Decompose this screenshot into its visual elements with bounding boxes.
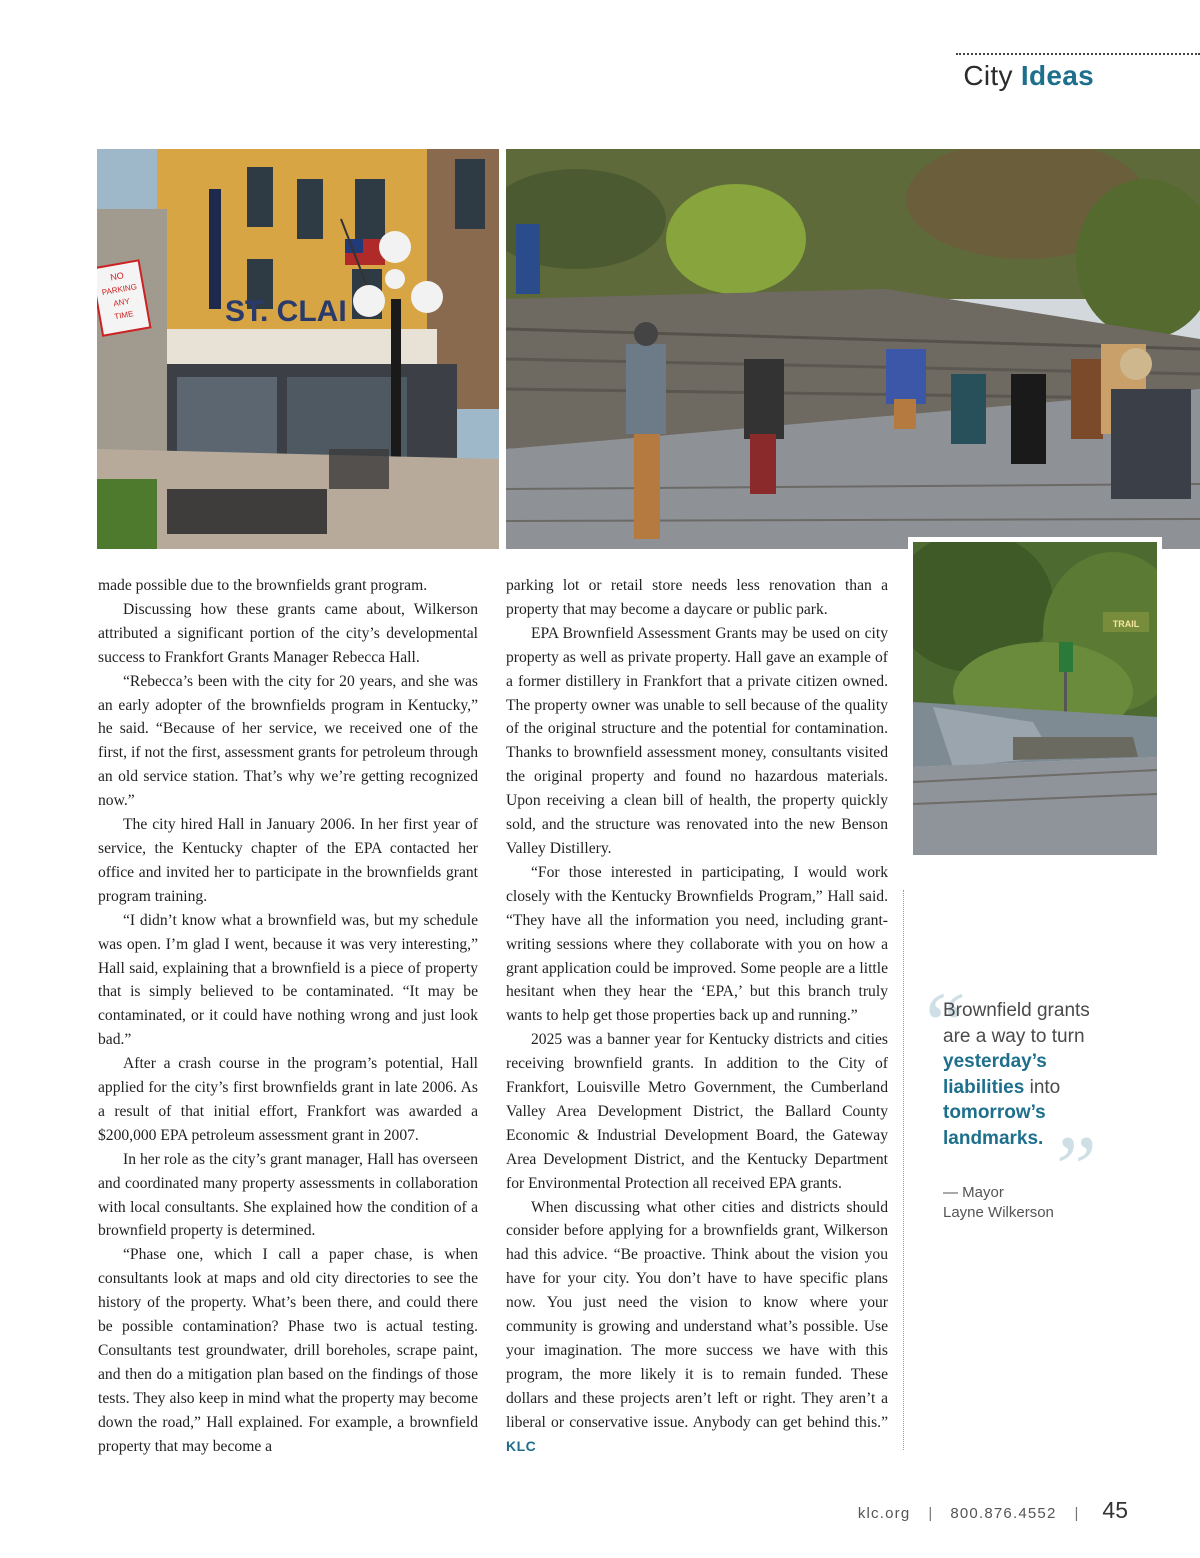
- column-divider: [903, 890, 904, 1450]
- parking-sign-line4: TIME: [113, 309, 135, 322]
- paragraph: 2025 was a banner year for Kentucky districts and cities receiving brownfield grants. In addition to the City of Frankfort, Louisville Metro Government, the Cumberland Valley Area Development District, the Ballard County Economic & Industrial Development Board, the Gateway Area Development District, and the Kentucky Department for Environmental Protection all received EPA grants.: [506, 1031, 888, 1192]
- parking-sign-line2: PARKING: [101, 282, 138, 298]
- section-accent: Ideas: [1020, 60, 1094, 91]
- article-column-left: [98, 574, 478, 1459]
- paragraph: “Phase one, which I call a paper chase, is when consultants look at maps and old city directories to see the history of the property. What’s been there, and could there be possible contamination? Phase two is actual testing. Consultants test groundwater, drill boreholes, scrape paint, and then do a mitigation plan based on the findings of those tests. They also keep in mind what the property may become down the road,” Hall explained. For example, a brownfield property that may become a: [98, 1246, 478, 1455]
- attribution-name: Layne Wilkerson: [943, 1204, 1054, 1221]
- trail-sign-text: TRAIL: [1112, 619, 1140, 629]
- paragraph: The city hired Hall in January 2006. In her first year of service, the Kentucky chapter of the EPA contacted her office and invited her to participate in the brownfields grant program training.: [98, 816, 478, 905]
- quote-open-mark: “: [916, 973, 968, 1075]
- attribution-title: — Mayor: [943, 1184, 1004, 1201]
- paragraph: “I didn’t know what a brownfield was, but my schedule was open. I’m glad I went, because it was very interesting,” Hall said, explaining that a brownfield is a piece of property that is simply believed to be contaminated. “It may be contaminated, or it could have nothing wrong and just look bad.”: [98, 911, 478, 1049]
- paragraph: “For those interested in participating, I would work closely with the Kentucky Brownfields Program,” Hall said. “They have all the information you need, including grant-writing sessions where they collaborate with you on how a grant application could be improved. Some people are a little hesitant when they hear the ‘EPA,’ but this branch truly wants to help get those properties back up and running.”: [506, 863, 888, 1025]
- trail-photo: [908, 537, 1162, 860]
- store-sign-text: ST. CLAI: [225, 295, 347, 328]
- paragraph-last: [506, 1196, 888, 1459]
- section-label: [963, 60, 1094, 92]
- paragraph: made possible due to the brownfields grant program.: [98, 577, 428, 594]
- quote-close-mark: ”: [1046, 1117, 1098, 1219]
- paragraph: EPA Brownfield Assessment Grants may be used on city property as well as private property. Hall gave an example of a former distillery in Frankfort that a private citizen owned. The property owner was unable to sell because of the quality of the original structure and the potential for contamination. Thanks to brownfield assessment money, consultants visited the original property and found no hazardous materials. Upon receiving a clean bill of health, the property quickly sold, and the structure was renovated into the new Benson Valley Distillery.: [506, 624, 888, 857]
- paragraph: After a crash course in the program’s potential, Hall applied for the city’s first brownfields grant in late 2006. As a result of that initial effort, Frankfort was awarded a $200,000 EPA petroleum assessment grant in 2007.: [98, 1055, 478, 1144]
- paragraph: In her role as the city’s grant manager, Hall has overseen and coordinated many property assessments in collaboration with local consultants. She explained how the condition of a brownfield property is determined.: [98, 1150, 478, 1240]
- klc-end-sign: KLC: [506, 1437, 537, 1454]
- pull-quote-text: into: [1024, 1076, 1061, 1098]
- paragraph-text: When discussing what other cities and districts should consider before applying for a brownfields grant, Wilkerson had this advice. “Be proactive. Think about the vision you have for your city. You don’t have to have specific plans now. You just need the vision to know where your community is growing and understand what’s possible. Use your imagination. The more success we have with this program, the more likely it is to remain funded. These dollars and these projects aren’t left or right. They aren’t a liberal or conservative issue. Anybody can get behind this.”: [506, 1198, 888, 1431]
- pull-quote-attribution: [943, 1183, 1054, 1223]
- paragraph: “Rebecca’s been with the city for 20 years, and she was an early adopter of the brownfields program in Kentucky,” he said. “Because of her service, we received one of the first, if not the first, assessment grants for petroleum through an old service station. That’s why we’re getting recognized now.”: [98, 672, 478, 810]
- page-number: 45: [1102, 1497, 1128, 1523]
- section-prefix: City: [963, 60, 1013, 91]
- header-dotted-rule: [956, 53, 1200, 55]
- footer-site-link[interactable]: klc.org: [857, 1505, 911, 1522]
- footer-separator: |: [1074, 1505, 1079, 1522]
- article-column-middle: [506, 574, 888, 1459]
- paragraph: Discussing how these grants came about, Wilkerson attributed a significant portion of the city’s developmental success to Frankfort Grants Manager Rebecca Hall.: [98, 600, 478, 666]
- group-tour-photo: [506, 149, 1200, 549]
- footer-separator: |: [928, 1505, 933, 1522]
- pull-quote-text: Brownfield grants are a way to turn: [943, 1000, 1090, 1047]
- pull-quote-highlight: tomorrow’s landmarks.: [943, 1102, 1046, 1149]
- pull-quote-highlight: yesterday’s liabilities: [943, 1051, 1047, 1098]
- paragraph: parking lot or retail store needs less renovation than a property that may become a daycare or public park.: [506, 577, 888, 618]
- parking-sign-line3: ANY: [112, 296, 131, 309]
- parking-sign-line1: NO: [109, 270, 125, 283]
- footer-phone: 800.876.4552: [950, 1505, 1057, 1522]
- storefront-photo: [97, 149, 499, 549]
- page-footer: [858, 1497, 1128, 1524]
